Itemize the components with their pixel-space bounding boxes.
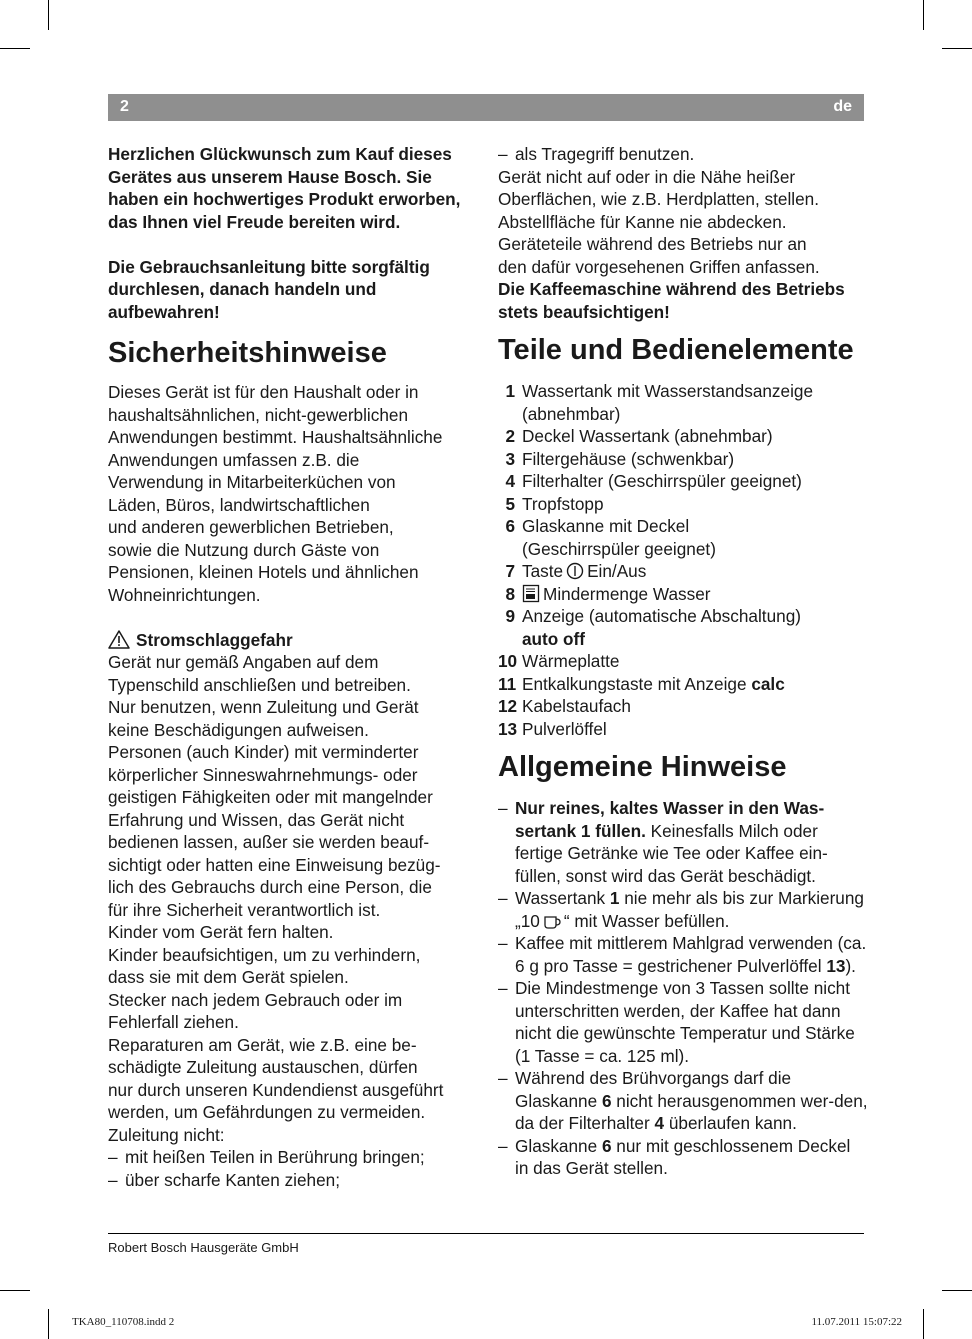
parts-list (498, 380, 868, 740)
crop-mark (923, 0, 924, 30)
parts-item: 3 Filtergehäuse (schwenkbar) (505, 448, 735, 469)
text-line: haushaltsähnlichen, nicht-gewerblichen (108, 404, 409, 425)
safety-heading: Sicherheitshinweise (108, 337, 387, 369)
parts-item: 5 Tropfstopp (505, 493, 604, 514)
text-line: Zuleitung nicht: (108, 1124, 225, 1145)
small-quantity-icon (522, 584, 540, 603)
text-line: Erfahrung und Wissen, das Gerät nicht (108, 809, 405, 830)
text-line: bedienen lassen, außer sie werden beauf- (108, 832, 430, 852)
electric-shock-warning-heading (108, 629, 480, 652)
list-item: – Glaskanne 6 nur mit geschlossenem Deckel in das Gerät stellen. (498, 1135, 851, 1178)
general-heading: Allgemeine Hinweise (498, 751, 787, 783)
text-line: Kinder beaufsichtigen, um zu verhindern, (108, 944, 421, 965)
text-line: dass sie mit dem Gerät spielen. (108, 967, 349, 987)
safety-intro (108, 381, 480, 606)
text-line: Abstellfläche für Kanne nie abdecken. (498, 211, 787, 232)
text-line: Fehlerfall ziehen. (108, 1012, 239, 1032)
text-line: nur durch unseren Kundendienst ausgeführt (108, 1079, 444, 1100)
supervise-notice: Die Kaffeemaschine während des Betriebs stets beaufsichtigen! (498, 279, 845, 322)
page-number: 2 (120, 98, 129, 115)
text-line: werden, um Gefährdungen zu vermeiden. (108, 1102, 426, 1122)
parts-item: 8 Mindermenge Wasser (505, 583, 711, 604)
right-column (498, 143, 868, 1180)
text-line: Wohneinrichtungen. (108, 584, 261, 605)
crop-mark (942, 1290, 972, 1291)
crop-mark (923, 1309, 924, 1339)
text-line: und anderen gewerblichen Betrieben, (108, 517, 394, 537)
text-line: keine Beschädigungen aufweisen. (108, 719, 369, 740)
text-line: sowie die Nutzung durch Gäste von (108, 539, 380, 560)
text-line: geistigen Fähigkeiten oder mit mangelnder (108, 787, 433, 807)
text-line: Geräteteile während des Betriebs nur an (498, 234, 807, 254)
print-slug-timestamp: 11.07.2011 15:07:22 (811, 1316, 902, 1328)
print-slug-filename: TKA80_110708.indd 2 (72, 1316, 175, 1328)
power-icon (566, 562, 584, 580)
text-line: lich des Gebrauchs durch eine Person, die (108, 877, 432, 897)
text-line: Gerät nur gemäß Angaben auf dem (108, 652, 379, 672)
text-line: Kinder vom Gerät fern halten. (108, 922, 334, 942)
parts-item: 13 Pulverlöffel (498, 718, 607, 739)
text-line: den dafür vorgesehenen Griffen anfassen. (498, 256, 820, 277)
crop-mark (0, 1290, 30, 1291)
parts-item: 4 Filterhalter (Geschirrspüler geeignet) (505, 471, 802, 491)
parts-item: 1 Wassertank mit Wasserstandsanzeige (abnehmbar) (505, 381, 814, 424)
list-item: – über scharfe Kanten ziehen; (108, 1169, 340, 1190)
parts-item: 2 Deckel Wassertank (abnehmbar) (505, 426, 773, 446)
warning-triangle-icon (108, 630, 130, 649)
footer-company: Robert Bosch Hausgeräte GmbH (108, 1240, 299, 1255)
crop-mark (48, 0, 49, 30)
list-item: – Die Mindestmenge von 3 Tassen sollte nicht unterschritten werden, der Kaffee hat dann nicht die gewünschte Temperatur und Stärke (1 Tasse = ca. 125 ml). (498, 978, 855, 1066)
parts-item: 11 Entkalkungstaste mit Anzeige calc (498, 673, 785, 694)
text-line: Gerät nicht auf oder in die Nähe heißer (498, 166, 796, 187)
list-item: – Kaffee mit mittlerem Mahlgrad verwenden (ca. 6 g pro Tasse = gestrichener Pulverlöffel 13). (498, 933, 867, 976)
text-line: sichtigt oder hatten eine Einweisung bezüg- (108, 854, 441, 875)
warning-title: Stromschlaggefahr (136, 629, 293, 650)
text-line: Anwendungen umfassen z.B. die (108, 449, 360, 470)
text-line: Oberflächen, wie z.B. Herdplatten, stellen. (498, 189, 819, 209)
safety-continued (498, 166, 868, 279)
page-header-bar (108, 94, 864, 121)
text-line: Nur benutzen, wenn Zuleitung und Gerät (108, 697, 419, 717)
parts-item: 10 Wärmeplatte (498, 651, 620, 671)
parts-item: 7 Taste Ein/Aus (505, 561, 647, 581)
general-hints-list (498, 797, 868, 1180)
text-line: Reparaturen am Gerät, wie z.B. eine be- (108, 1034, 417, 1055)
intro-read-manual: Die Gebrauchsanleitung bitte sorgfältig durchlesen, danach handeln und aufbewahren! (108, 256, 430, 322)
parts-heading: Teile und Bedienelemente (498, 334, 854, 366)
footer-divider (108, 1233, 864, 1234)
parts-item: 12 Kabelstaufach (498, 696, 631, 716)
left-column (108, 143, 480, 1191)
text-line: Pensionen, kleinen Hotels und ähnlichen (108, 562, 419, 582)
text-line: Personen (auch Kinder) mit verminderter (108, 742, 419, 762)
crop-mark (942, 48, 972, 49)
intro-congrats: Herzlichen Glückwunsch zum Kauf dieses Gerätes aus unserem Hause Bosch. Sie haben ein hochwertiges Produkt erworben, das Ihnen viel Freude bereiten wird. (108, 144, 461, 232)
text-line: Verwendung in Mitarbeiterküchen von (108, 472, 396, 492)
list-item: – Während des Brühvorgangs darf die Glaskanne 6 nicht herausgenommen wer-den, da der Filterhalter 4 überlaufen kann. (498, 1068, 868, 1133)
parts-item: 6 Glaskanne mit Deckel (Geschirrspüler geeignet) (505, 516, 716, 559)
crop-mark (0, 48, 30, 49)
text-line: Stecker nach jedem Gebrauch oder im (108, 989, 403, 1010)
text-line: für ihre Sicherheit verantwortlich ist. (108, 899, 381, 920)
text-line: Dieses Gerät ist für den Haushalt oder in (108, 382, 419, 402)
text-line: Läden, Büros, landwirtschaftlichen (108, 494, 370, 515)
cup-icon (543, 914, 561, 930)
crop-mark (48, 1309, 49, 1339)
list-item: – Nur reines, kaltes Wasser in den Was-sertank 1 füllen. Keinesfalls Milch oder fertige Getränke wie Tee oder Kaffee ein-füllen, sonst wird das Gerät beschädigt. (498, 798, 828, 886)
text-line: schädigte Zuleitung austauschen, dürfen (108, 1057, 418, 1077)
text-line: Typenschild anschließen und betreiben. (108, 674, 411, 695)
warning-text (108, 651, 480, 1146)
list-item: – mit heißen Teilen in Berührung bringen; (108, 1147, 425, 1167)
text-line: Anwendungen bestimmt. Haushaltsähnliche (108, 427, 443, 447)
list-item: – Wassertank 1 nie mehr als bis zur Markierung „10 “ mit Wasser befüllen. (498, 888, 864, 931)
text-line: körperlicher Sinneswahrnehmungs- oder (108, 764, 418, 785)
list-item: – als Tragegriff benutzen. (498, 144, 695, 164)
parts-item: 9 Anzeige (automatische Abschaltung) auto off (505, 606, 801, 649)
language-code: de (833, 98, 852, 115)
